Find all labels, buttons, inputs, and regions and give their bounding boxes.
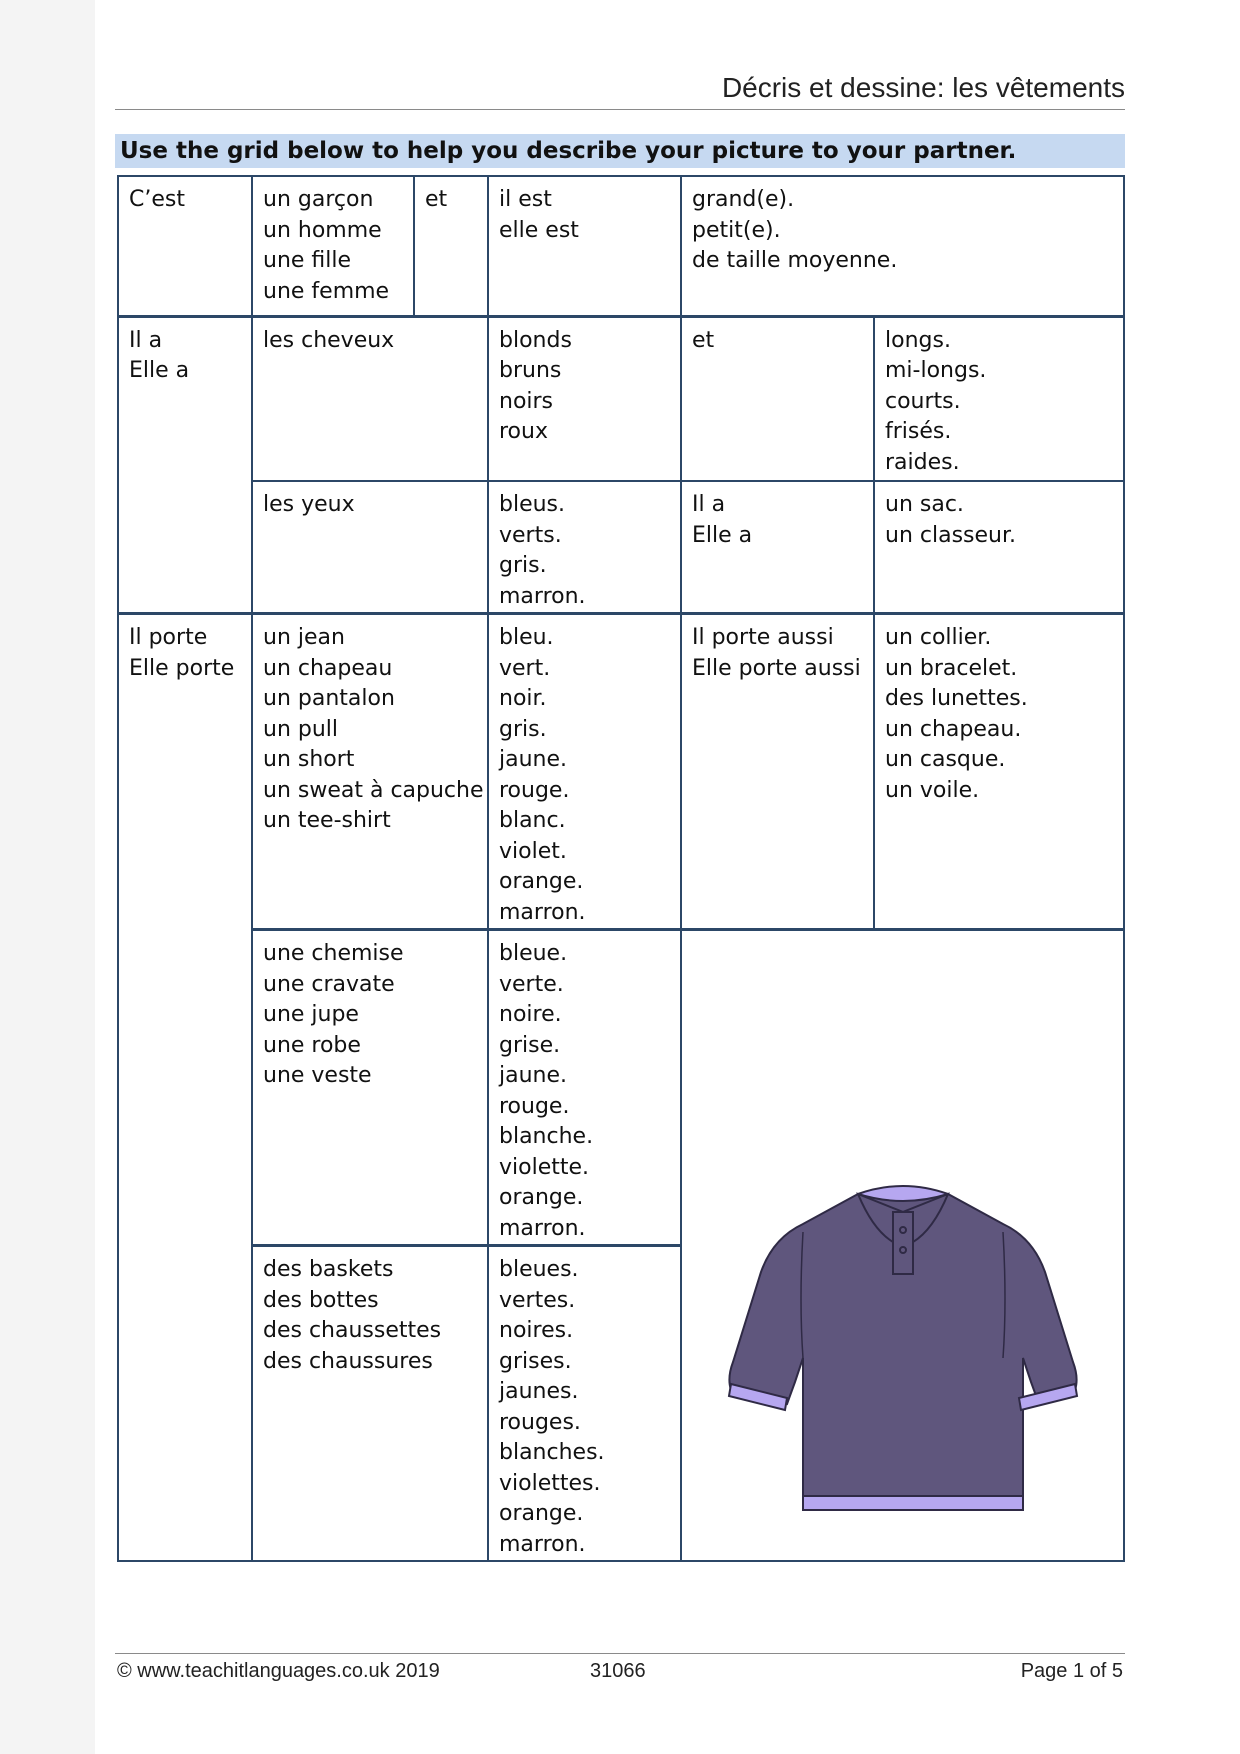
cell-line: un chapeau xyxy=(263,655,393,681)
cell-line: une femme xyxy=(263,278,390,304)
cell-line: mi-longs. xyxy=(885,358,987,383)
cell-line: les cheveux xyxy=(263,327,395,353)
cell-line: marron. xyxy=(499,899,586,925)
cell-line: un classeur. xyxy=(885,522,1016,548)
cell-line: Il porte aussi xyxy=(692,625,834,650)
footer-divider xyxy=(115,1653,1125,1654)
cell-line: bleu. xyxy=(499,625,554,650)
cell-subject-il-a-2 xyxy=(681,481,874,614)
cell-line: un voile. xyxy=(885,777,980,803)
cell-line: noir. xyxy=(499,686,547,711)
cell-line: blonds xyxy=(499,327,572,353)
cell-pronoun xyxy=(488,176,681,316)
cell-line: elle est xyxy=(499,217,579,243)
cell-line: blanche. xyxy=(499,1124,594,1149)
cell-line: bleue. xyxy=(499,941,568,966)
cell-hair-lengths xyxy=(874,316,1124,481)
cell-plural-colours xyxy=(488,1246,681,1562)
cell-line: roux xyxy=(499,419,548,444)
cell-line: blanches. xyxy=(499,1440,605,1465)
cell-line: un pull xyxy=(263,716,339,742)
instruction-banner: Use the grid below to help you describe your picture to your partner. xyxy=(115,134,1125,168)
cell-line: rouge. xyxy=(499,777,570,803)
cell-persons xyxy=(252,176,414,316)
cell-line: une cravate xyxy=(263,971,395,997)
cell-line: une robe xyxy=(263,1032,361,1058)
cell-line: une jupe xyxy=(263,1002,359,1027)
cell-line: un pantalon xyxy=(263,686,395,711)
cell-connector-et-2 xyxy=(681,316,874,481)
cell-line: une veste xyxy=(263,1063,372,1088)
cell-line: et xyxy=(425,187,448,212)
cell-items xyxy=(874,481,1124,614)
cell-line: raides. xyxy=(885,449,960,475)
cell-masc-colours xyxy=(488,614,681,930)
cell-line: Il porte xyxy=(129,625,208,650)
cell-line: courts. xyxy=(885,388,961,414)
cell-line: rouges. xyxy=(499,1409,581,1435)
cell-line: gris. xyxy=(499,553,547,578)
footer-page-number: Page 1 of 5 xyxy=(1020,1660,1123,1682)
cell-line: et xyxy=(692,327,715,353)
cell-line: noire. xyxy=(499,1002,562,1027)
cell-line: marron. xyxy=(499,1215,586,1241)
cell-line: jaune. xyxy=(499,1063,568,1088)
cell-line: violette. xyxy=(499,1154,590,1180)
cell-line: vertes. xyxy=(499,1287,576,1313)
cell-line: rouge. xyxy=(499,1093,570,1119)
cell-line: bleus. xyxy=(499,492,566,517)
cell-line: blanc. xyxy=(499,808,566,833)
cell-line: frisés. xyxy=(885,419,952,444)
cell-hair xyxy=(252,316,488,481)
page-margin-strip xyxy=(0,0,95,1754)
cell-line: Elle porte xyxy=(129,655,235,681)
footer-copyright: © www.teachitlanguages.co.uk 2019 xyxy=(117,1660,440,1682)
cell-line: C’est xyxy=(129,187,185,212)
cell-line: un tee-shirt xyxy=(263,808,391,833)
cell-line: marron. xyxy=(499,1531,586,1557)
cell-line: Il a xyxy=(692,492,726,517)
cell-masc-clothes xyxy=(252,614,488,930)
cell-line: un chapeau. xyxy=(885,716,1022,742)
cell-line: verte. xyxy=(499,971,564,997)
cell-line: vert. xyxy=(499,655,551,681)
cell-line: un short xyxy=(263,747,355,772)
cell-line: Elle a xyxy=(692,522,753,548)
cell-line: jaunes. xyxy=(499,1379,579,1404)
cell-line: orange. xyxy=(499,1501,584,1526)
cell-line: un homme xyxy=(263,217,382,243)
cell-connector-et xyxy=(414,176,488,316)
cell-line: de taille moyenne. xyxy=(692,248,898,273)
cell-line: jaune. xyxy=(499,747,568,772)
cell-line: un collier. xyxy=(885,625,992,650)
cell-fem-colours xyxy=(488,930,681,1246)
cell-fem-clothes xyxy=(252,930,488,1246)
cell-line: des chaussettes xyxy=(263,1318,442,1343)
header-divider xyxy=(115,109,1125,110)
cell-line: grand(e). xyxy=(692,187,795,212)
cell-line: grise. xyxy=(499,1032,561,1058)
cell-also xyxy=(681,614,874,930)
cell-line: Il a xyxy=(129,327,163,353)
cell-subject-il-a xyxy=(118,316,252,614)
cell-plural-clothes xyxy=(252,1246,488,1562)
cell-line: des bottes xyxy=(263,1287,379,1313)
cell-line: Elle porte aussi xyxy=(692,655,861,681)
cell-line: verts. xyxy=(499,522,562,548)
footer-resource-code: 31066 xyxy=(590,1660,646,1682)
cell-line: noires. xyxy=(499,1318,574,1343)
cell-line: il est xyxy=(499,187,552,212)
cell-line: petit(e). xyxy=(692,217,781,243)
cell-hair-colours xyxy=(488,316,681,481)
cell-sizes xyxy=(681,176,1124,316)
cell-line: violettes. xyxy=(499,1470,601,1496)
cell-eyes xyxy=(252,481,488,614)
cell-line: marron. xyxy=(499,583,586,609)
cell-line: un bracelet. xyxy=(885,655,1018,681)
cell-accessories xyxy=(874,614,1124,930)
cell-line: bruns xyxy=(499,358,562,383)
cell-line: des chaussures xyxy=(263,1348,433,1374)
cell-line: bleues. xyxy=(499,1257,579,1282)
vocabulary-grid xyxy=(117,175,1125,1562)
cell-line: Elle a xyxy=(129,358,190,383)
cell-line: des baskets xyxy=(263,1257,394,1282)
page-title: Décris et dessine: les vêtements xyxy=(721,72,1125,103)
cell-illustration xyxy=(681,930,1124,1562)
cell-line: une fille xyxy=(263,248,352,273)
cell-line: un jean xyxy=(263,625,345,650)
cell-subject-cest xyxy=(118,176,252,316)
cell-line: violet. xyxy=(499,838,567,864)
cell-line: grises. xyxy=(499,1348,572,1374)
cell-subject-il-porte xyxy=(118,614,252,1562)
cell-line: orange. xyxy=(499,869,584,894)
cell-line: des lunettes. xyxy=(885,686,1028,711)
cell-line: gris. xyxy=(499,716,547,742)
cell-line: un sweat à capuche xyxy=(263,777,484,803)
cell-line: orange. xyxy=(499,1185,584,1210)
cell-line: un garçon xyxy=(263,187,374,212)
cell-line: longs. xyxy=(885,327,951,353)
cell-eye-colours xyxy=(488,481,681,614)
polo-shirt-icon xyxy=(723,1172,1083,1532)
cell-line: les yeux xyxy=(263,492,355,517)
cell-line: noirs xyxy=(499,388,554,414)
cell-line: une chemise xyxy=(263,941,404,966)
cell-line: un casque. xyxy=(885,747,1006,772)
cell-line: un sac. xyxy=(885,492,964,517)
